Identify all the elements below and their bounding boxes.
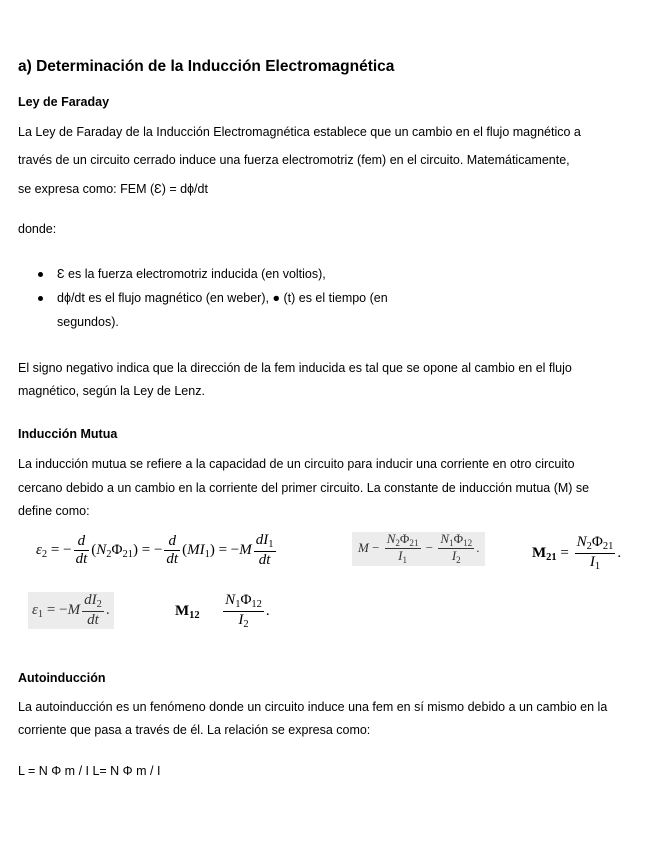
list-item: dϕ/dt es el flujo magnético (en weber), ● (t) es el tiempo (en <box>57 291 388 305</box>
paragraph-line: El signo negativo indica que la dirección de la fem inducida es tal que se opone al cambio en el flujo <box>18 361 572 375</box>
equation-image-emf-mutual: $\varepsilon_2$ = − $\frac{d}{dt}$ $(N_2\Phi_{21})$ = − $\frac{d}{dt}$ $(MI_1) = -M$ $\frac{dI_1}{dt}$ <box>36 532 274 569</box>
paragraph-line: magnético, según la Ley de Lenz. <box>18 384 205 398</box>
donde-label: donde: <box>18 222 57 236</box>
paragraph-line: La Ley de Faraday de la Inducción Electromagnética establece que un cambio en el flujo magnético a <box>18 125 581 139</box>
paragraph-line: corriente que pasa a través de él. La relación se expresa como: <box>18 723 371 737</box>
paragraph-line: La inducción mutua se refiere a la capacidad de un circuito para inducir una corriente en otro circuito <box>18 457 575 471</box>
page-title: a) Determinación de la Inducción Electromagnética <box>18 58 395 75</box>
section-heading-autoinduccion: Autoinducción <box>18 671 106 685</box>
list-item: Ɛ es la fuerza electromotriz inducida (en voltios), <box>57 267 326 281</box>
section-heading-faraday: Ley de Faraday <box>18 95 110 109</box>
paragraph-line: través de un circuito cerrado induce una fuerza electromotriz (fem) en el circuito. Matemáticamente, <box>18 153 570 167</box>
paragraph-line: cercano debido a un cambio en la corriente del primer circuito. La constante de inducción mutua (M) se <box>18 481 590 495</box>
paragraph-line: se expresa como: FEM (Ɛ) = dϕ/dt <box>18 182 208 196</box>
paragraph-line: La autoinducción es un fenómeno donde un circuito induce una fem en sí mismo debido a un cambio en la <box>18 700 608 714</box>
equation-image-emf-epsilon1-gray: $\varepsilon_1 = -M$ $\frac{dI_2}{dt}$ . <box>28 592 114 629</box>
paragraph-line: define como: <box>18 504 90 518</box>
bullet-dot <box>38 296 43 301</box>
list-item-continuation: segundos). <box>57 315 119 329</box>
bullet-dot <box>38 272 43 277</box>
equation-image-m12: $M_{12}$ $\frac{N_1\Phi_{12}}{I_2}$ . <box>175 592 270 631</box>
equation-image-m21: $M_{21}$ = $\frac{N_2\Phi_{21}}{I_1}$ . <box>532 534 622 573</box>
self-inductance-formula: L = N Φ m / I L= N Φ m / I <box>18 764 161 778</box>
section-heading-mutua: Inducción Mutua <box>18 427 118 441</box>
equation-image-mutual-inductance-gray: M − $\frac{N_2\Phi_{21}}{I_1}$ − $\frac{N_1\Phi_{12}}{I_2}$ . <box>352 532 485 566</box>
